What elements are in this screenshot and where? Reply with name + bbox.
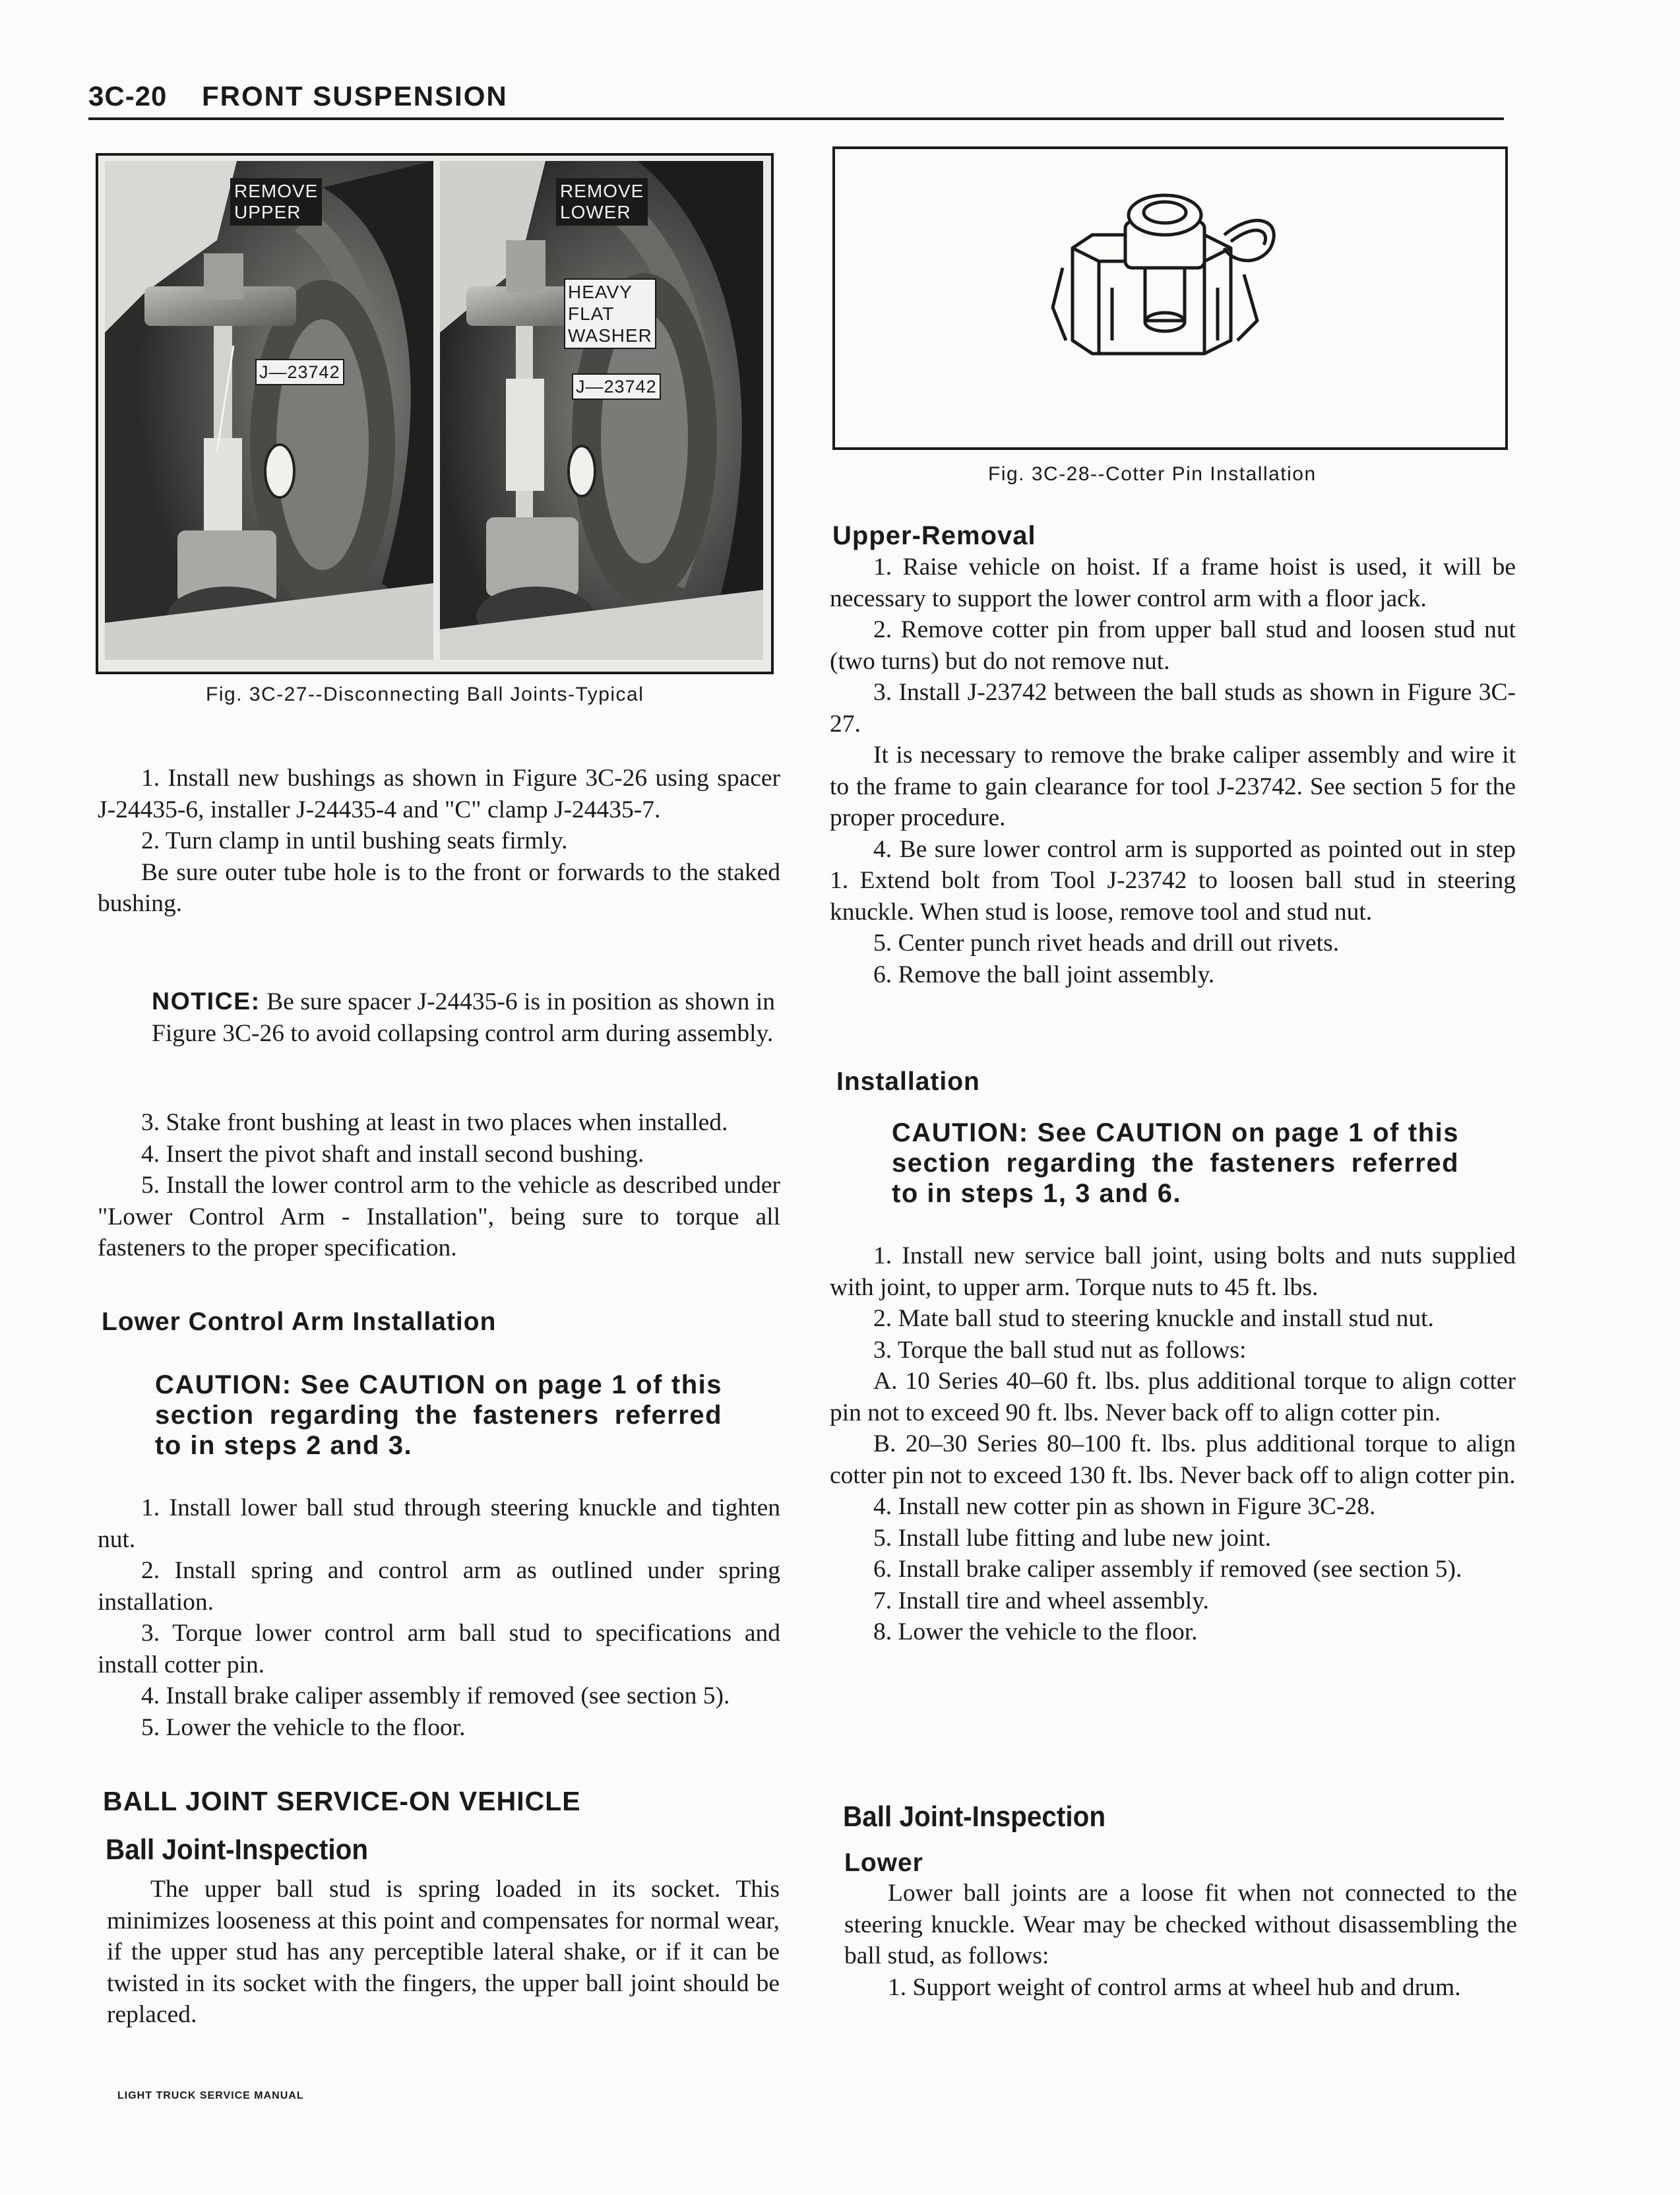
lca-step-2: 2. Install spring and control arm as outlined under spring installation. <box>98 1557 780 1616</box>
footer-manual-title: LIGHT TRUCK SERVICE MANUAL <box>117 2090 304 2101</box>
install-step-3a: A. 10 Series 40–60 ft. lbs. plus additional torque to align cotter pin not to exceed 90 ft. lbs. Never back off to align cotter pin. <box>830 1368 1516 1426</box>
removal-step-6: 6. Remove the ball joint assembly. <box>873 961 1215 988</box>
removal-step-4: 4. Be sure lower control arm is supported as pointed out in step 1. Extend bolt from Tool J-23742 to loosen ball stud in steering knuckle. When stud is loose, remove tool and stud nut. <box>830 835 1516 926</box>
label-remove-upper: REMOVE UPPER <box>230 178 322 226</box>
lca-step-5: 5. Lower the vehicle to the floor. <box>141 1713 466 1741</box>
bushing-step-5: 5. Install the lower control arm to the vehicle as described under "Lower Control Arm - Installation", being sure to torque all fasteners to the proper specification. <box>98 1172 780 1261</box>
lca-step-4: 4. Install brake caliper assembly if removed (see section 5). <box>141 1682 730 1709</box>
upper-removal-steps <box>830 552 1516 990</box>
install-step-5: 5. Install lube fitting and lube new joint. <box>873 1524 1272 1552</box>
label-tool-j23742-a: J—23742 <box>255 359 344 385</box>
left-column-bushing-steps-cont <box>98 1107 780 1264</box>
lower-inspection-step-1: 1. Support weight of control arms at wheel hub and drum. <box>888 1973 1461 2001</box>
install-step-3: 3. Torque the ball stud nut as follows: <box>873 1336 1247 1364</box>
heading-lower: Lower <box>844 1849 923 1877</box>
caution-steps-2-3: CAUTION: See CAUTION on page 1 of this section regarding the fasteners referred to in steps 2 and 3. <box>155 1370 722 1460</box>
label-remove-lower: REMOVE LOWER <box>556 178 648 226</box>
bushing-step-4: 4. Insert the pivot shaft and install second bushing. <box>141 1140 644 1168</box>
notice-label: NOTICE: <box>152 987 261 1015</box>
photo-remove-upper <box>105 161 433 660</box>
notice-block <box>152 986 775 1049</box>
install-step-6: 6. Install brake caliper assembly if removed (see section 5). <box>873 1556 1462 1583</box>
caution-steps-1-3-6: CAUTION: See CAUTION on page 1 of this section regarding the fasteners referred to in steps 1, 3 and 6. <box>892 1118 1459 1208</box>
lca-step-1: 1. Install lower ball stud through steering knuckle and tighten nut. <box>98 1494 780 1553</box>
bushing-note: Be sure outer tube hole is to the front or forwards to the staked bushing. <box>98 858 780 917</box>
castle-nut-cotter-pin-drawing <box>835 149 1505 447</box>
lower-inspection-intro: Lower ball joints are a loose fit when not connected to the steering knuckle. Wear may be checked without disassembling the ball stud, as follows: <box>844 1880 1517 1969</box>
page-number: 3C-20 <box>88 80 168 111</box>
left-column-bushing-steps <box>98 763 780 920</box>
removal-step-2: 2. Remove cotter pin from upper ball stud and loosen stud nut (two turns) but do not remove nut. <box>830 616 1516 675</box>
bushing-step-3: 3. Stake front bushing at least in two places when installed. <box>141 1109 728 1136</box>
page-header <box>88 78 1504 120</box>
install-step-2: 2. Mate ball stud to steering knuckle and install stud nut. <box>873 1305 1434 1332</box>
lower-inspection-text <box>844 1878 1517 2003</box>
removal-note: It is necessary to remove the brake caliper assembly and wire it to the frame to gain clearance for tool J-23742. See section 5 for the proper procedure. <box>830 742 1516 831</box>
heading-lower-control-arm-installation: Lower Control Arm Installation <box>102 1308 497 1336</box>
heading-ball-joint-service: BALL JOINT SERVICE-ON VEHICLE <box>103 1786 581 1816</box>
lca-step-3: 3. Torque lower control arm ball stud to specifications and install cotter pin. <box>98 1620 780 1678</box>
figure-3c-28-caption: Fig. 3C-28--Cotter Pin Installation <box>988 463 1317 485</box>
install-step-1: 1. Install new service ball joint, using bolts and nuts supplied with joint, to upper arm. Torque nuts to 45 ft. lbs. <box>830 1242 1516 1301</box>
section-title: FRONT SUSPENSION <box>202 80 508 111</box>
suspension-photo-upper <box>105 161 433 660</box>
label-heavy-flat-washer: HEAVY FLAT WASHER <box>564 278 656 349</box>
figure-3c-27 <box>96 153 774 674</box>
notice-text: Be sure spacer J-24435-6 is in position as shown in Figure 3C-26 to avoid collapsing control arm during assembly. <box>152 988 775 1047</box>
photo-remove-lower <box>440 161 763 660</box>
install-step-4: 4. Install new cotter pin as shown in Figure 3C-28. <box>873 1493 1376 1520</box>
figure-3c-28 <box>832 146 1508 450</box>
removal-step-1: 1. Raise vehicle on hoist. If a frame hoist is used, it will be necessary to support the lower control arm with a floor jack. <box>830 554 1516 612</box>
left-column-lca-steps <box>98 1492 780 1743</box>
label-tool-j23742-b: J—23742 <box>572 373 661 400</box>
heading-ball-joint-inspection-left: Ball Joint-Inspection <box>106 1833 369 1866</box>
heading-installation: Installation <box>836 1067 980 1096</box>
removal-step-5: 5. Center punch rivet heads and drill out rivets. <box>873 930 1340 957</box>
installation-steps <box>830 1240 1516 1648</box>
install-step-7: 7. Install tire and wheel assembly. <box>873 1587 1209 1614</box>
install-step-3b: B. 20–30 Series 80–100 ft. lbs. plus additional torque to align cotter pin not to exceed 130 ft. lbs. Never back off to align cotter pin. <box>830 1430 1516 1489</box>
heading-upper-removal: Upper-Removal <box>832 521 1036 550</box>
removal-step-3: 3. Install J-23742 between the ball studs as shown in Figure 3C-27. <box>830 679 1516 738</box>
bushing-step-1: 1. Install new bushings as shown in Figure 3C-26 using spacer J-24435-6, installer J-24435-4 and "C" clamp J-24435-7. <box>98 765 780 823</box>
figure-3c-27-caption: Fig. 3C-27--Disconnecting Ball Joints-Typical <box>206 684 644 705</box>
heading-ball-joint-inspection-right: Ball Joint-Inspection <box>843 1800 1106 1833</box>
ball-joint-inspection-text: The upper ball stud is spring loaded in its socket. This minimizes looseness at this point and compensates for normal wear, if the upper stud has any perceptible lateral shake, or if it can be twisted in its socket with the fingers, the upper ball joint should be replaced. <box>107 1876 780 2028</box>
install-step-8: 8. Lower the vehicle to the floor. <box>873 1618 1198 1645</box>
suspension-photo-lower <box>440 161 763 660</box>
bushing-step-2: 2. Turn clamp in until bushing seats firmly. <box>141 827 568 854</box>
